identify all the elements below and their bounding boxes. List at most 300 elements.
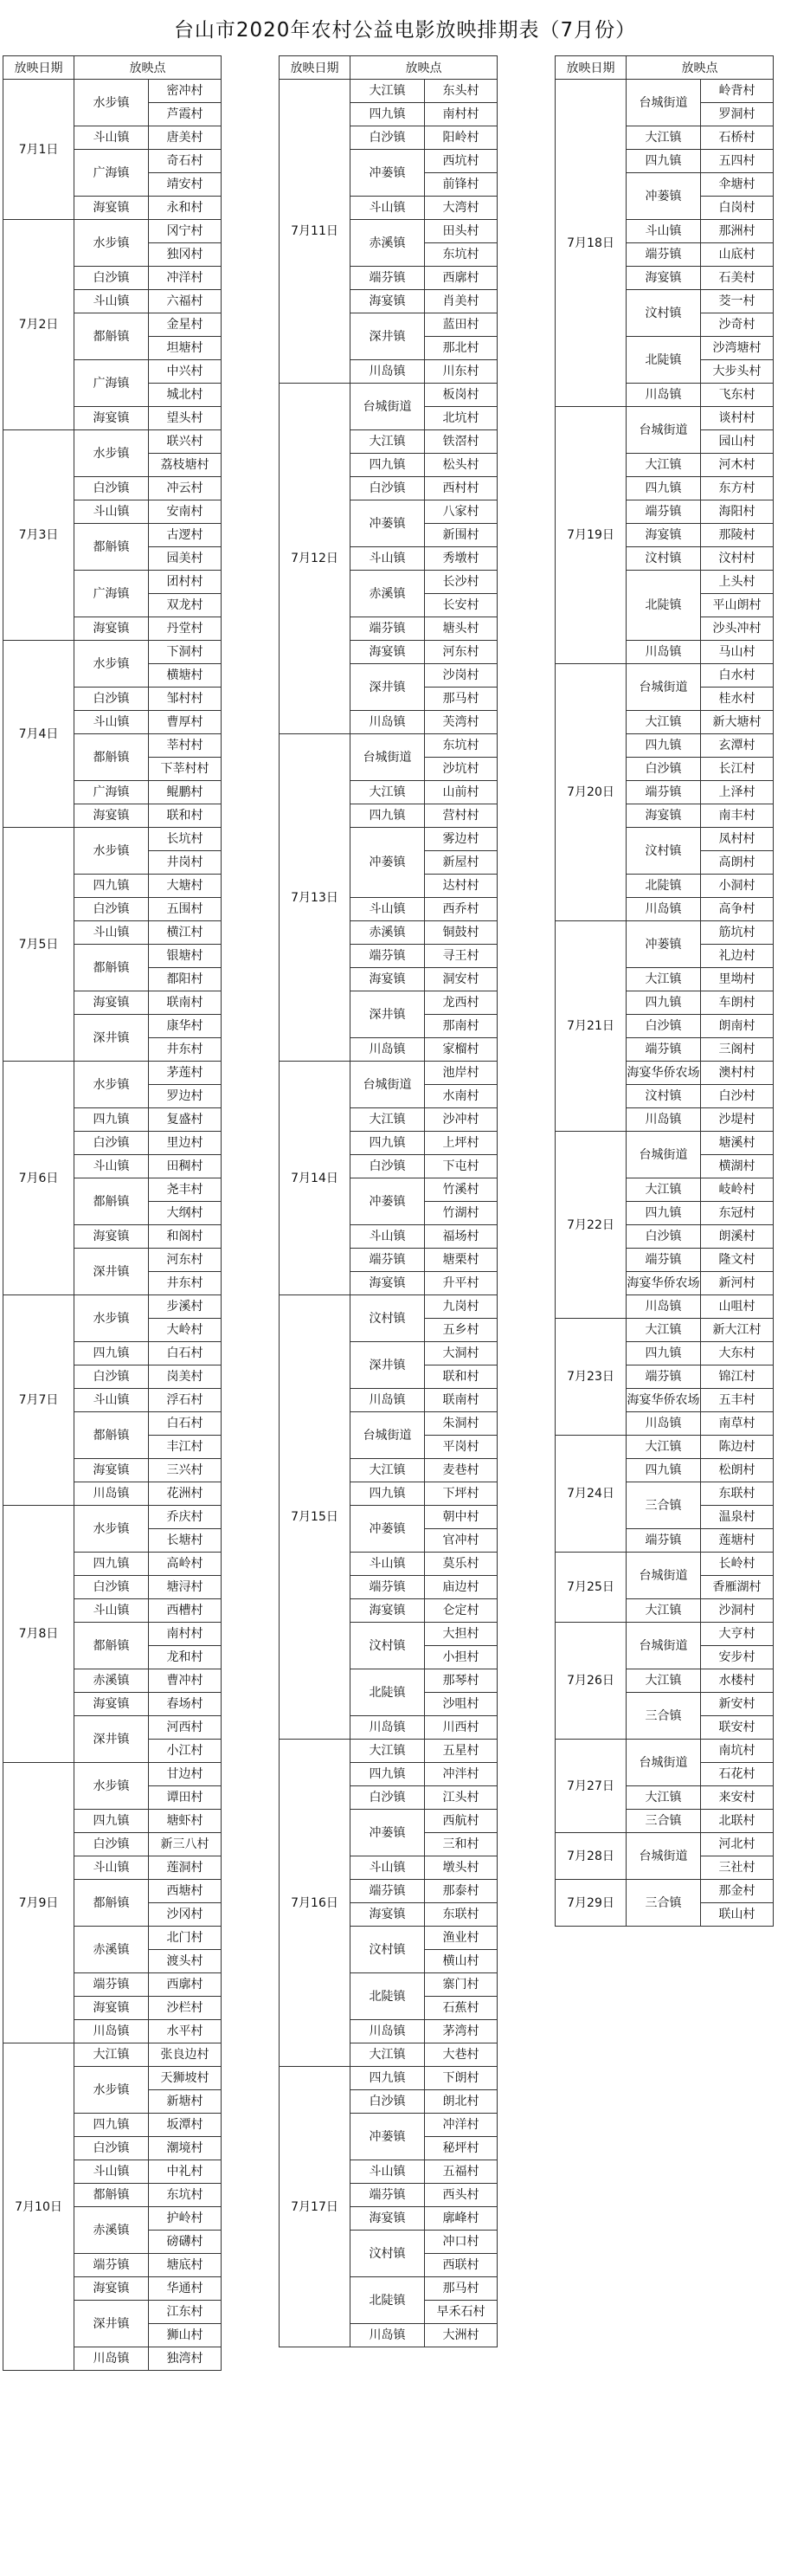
village-cell: 联南村	[149, 991, 222, 1015]
village-cell: 肖美村	[425, 290, 498, 313]
village-cell: 东冠村	[701, 1202, 774, 1225]
village-cell: 冲泮村	[425, 1763, 498, 1786]
village-cell: 茅湾村	[425, 2020, 498, 2043]
village-cell: 西塘村	[149, 1880, 222, 1903]
town-cell: 川岛镇	[350, 1389, 425, 1412]
village-cell: 坦塘村	[149, 337, 222, 360]
village-cell: 大亨村	[701, 1623, 774, 1646]
town-cell: 大江镇	[74, 2043, 149, 2067]
date-cell: 7月28日	[556, 1833, 627, 1880]
town-cell: 白沙镇	[74, 1365, 149, 1389]
village-cell: 八家村	[425, 500, 498, 524]
village-cell: 江头村	[425, 1786, 498, 1810]
village-cell: 新屋村	[425, 851, 498, 875]
village-cell: 东坑村	[425, 243, 498, 267]
village-cell: 廓峰村	[425, 2207, 498, 2231]
date-cell: 7月1日	[3, 80, 74, 220]
village-cell: 新大江村	[701, 1319, 774, 1342]
table-row	[556, 1132, 774, 1155]
town-cell: 斗山镇	[74, 290, 149, 313]
village-cell: 独湾村	[149, 2347, 222, 2371]
village-cell: 西头村	[425, 2184, 498, 2207]
village-cell: 护岭村	[149, 2207, 222, 2231]
village-cell: 那金村	[701, 1880, 774, 1903]
village-cell: 大洞村	[425, 1342, 498, 1365]
village-cell: 白石村	[149, 1342, 222, 1365]
village-cell: 沙栏村	[149, 1997, 222, 2020]
village-cell: 河西村	[149, 1716, 222, 1740]
village-cell: 城北村	[149, 384, 222, 407]
village-cell: 古逻村	[149, 524, 222, 547]
village-cell: 联兴村	[149, 430, 222, 454]
village-cell: 松头村	[425, 454, 498, 477]
header-date: 放映日期	[556, 56, 627, 80]
date-cell: 7月27日	[556, 1740, 627, 1833]
town-cell: 台城街道	[350, 1412, 425, 1459]
village-cell: 高岭村	[149, 1553, 222, 1576]
village-cell: 长塘村	[149, 1529, 222, 1553]
village-cell: 长江村	[701, 758, 774, 781]
table-row	[3, 2043, 222, 2067]
date-cell: 7月15日	[280, 1295, 350, 1740]
town-cell: 冲蒌镇	[627, 173, 701, 220]
village-cell: 汶村村	[701, 547, 774, 571]
village-cell: 安步村	[701, 1646, 774, 1669]
table-row	[3, 1763, 222, 1786]
town-cell: 四九镇	[627, 150, 701, 173]
town-cell: 大江镇	[627, 968, 701, 991]
village-cell: 竹湖村	[425, 1202, 498, 1225]
town-cell: 大江镇	[350, 1459, 425, 1482]
village-cell: 冈宁村	[149, 220, 222, 243]
village-cell: 大巷村	[425, 2043, 498, 2067]
village-cell: 冲云村	[149, 477, 222, 500]
town-cell: 大江镇	[350, 430, 425, 454]
village-cell: 中兴村	[149, 360, 222, 384]
village-cell: 东方村	[701, 477, 774, 500]
town-cell: 四九镇	[627, 1202, 701, 1225]
village-cell: 上泽村	[701, 781, 774, 804]
town-cell: 海宴镇	[350, 1903, 425, 1927]
header-place: 放映点	[350, 56, 498, 80]
village-cell: 铁滘村	[425, 430, 498, 454]
village-cell: 玄潭村	[701, 734, 774, 758]
village-cell: 横湖村	[701, 1155, 774, 1178]
village-cell: 新大塘村	[701, 711, 774, 734]
town-cell: 白沙镇	[74, 2137, 149, 2160]
town-cell: 冲蒌镇	[350, 1178, 425, 1225]
town-cell: 北陡镇	[350, 2277, 425, 2324]
village-cell: 澳村村	[701, 1062, 774, 1085]
village-cell: 礼边村	[701, 945, 774, 968]
town-cell: 斗山镇	[350, 898, 425, 921]
town-cell: 斗山镇	[74, 1155, 149, 1178]
village-cell: 莘村村	[149, 734, 222, 758]
village-cell: 塘底村	[149, 2254, 222, 2277]
town-cell: 都斛镇	[74, 734, 149, 781]
town-cell: 大江镇	[627, 454, 701, 477]
village-cell: 井岗村	[149, 851, 222, 875]
town-cell: 北陡镇	[627, 875, 701, 898]
town-cell: 斗山镇	[74, 500, 149, 524]
village-cell: 上坪村	[425, 1132, 498, 1155]
town-cell: 海宴华侨农场	[627, 1062, 701, 1085]
village-cell: 那南村	[425, 1015, 498, 1038]
village-cell: 达村村	[425, 875, 498, 898]
town-cell: 冲蒌镇	[350, 2114, 425, 2160]
village-cell: 甘边村	[149, 1763, 222, 1786]
town-cell: 冲蒌镇	[350, 150, 425, 197]
village-cell: 东头村	[425, 80, 498, 103]
village-cell: 北联村	[701, 1810, 774, 1833]
village-cell: 天狮坡村	[149, 2067, 222, 2090]
town-cell: 斗山镇	[627, 220, 701, 243]
schedule-table	[279, 55, 498, 2347]
town-cell: 斗山镇	[350, 197, 425, 220]
town-cell: 都斛镇	[74, 2184, 149, 2207]
table-row	[556, 664, 774, 688]
village-cell: 大东村	[701, 1342, 774, 1365]
town-cell: 端芬镇	[74, 2254, 149, 2277]
town-cell: 广海镇	[74, 150, 149, 197]
town-cell: 端芬镇	[627, 1249, 701, 1272]
village-cell: 白沙村	[701, 1085, 774, 1108]
table-row	[556, 1740, 774, 1763]
town-cell: 斗山镇	[74, 921, 149, 945]
town-cell: 台城街道	[627, 1553, 701, 1599]
village-cell: 步溪村	[149, 1295, 222, 1319]
town-cell: 台城街道	[627, 1833, 701, 1880]
town-cell: 台城街道	[627, 1740, 701, 1786]
header-date: 放映日期	[3, 56, 74, 80]
town-cell: 大江镇	[627, 1669, 701, 1693]
table-row	[3, 1295, 222, 1319]
town-cell: 海宴镇	[74, 617, 149, 641]
date-cell: 7月17日	[280, 2067, 350, 2347]
village-cell: 河北村	[701, 1833, 774, 1856]
town-cell: 端芬镇	[627, 243, 701, 267]
table-row	[280, 80, 498, 103]
village-cell: 联安村	[701, 1716, 774, 1740]
town-cell: 四九镇	[350, 2067, 425, 2090]
village-cell: 早禾石村	[425, 2301, 498, 2324]
town-cell: 大江镇	[350, 1108, 425, 1132]
village-cell: 南村村	[149, 1623, 222, 1646]
village-cell: 塘栗村	[425, 1249, 498, 1272]
date-cell: 7月10日	[3, 2043, 74, 2371]
town-cell: 川岛镇	[74, 2020, 149, 2043]
village-cell: 石桥村	[701, 126, 774, 150]
village-cell: 芙湾村	[425, 711, 498, 734]
table-row	[3, 1506, 222, 1529]
village-cell: 井东村	[149, 1038, 222, 1062]
town-cell: 深井镇	[74, 1716, 149, 1763]
town-cell: 都斛镇	[74, 1623, 149, 1669]
village-cell: 塘头村	[425, 617, 498, 641]
table-row	[3, 80, 222, 103]
town-cell: 四九镇	[350, 1763, 425, 1786]
town-cell: 川岛镇	[627, 898, 701, 921]
village-cell: 北门村	[149, 1927, 222, 1950]
village-cell: 飞东村	[701, 384, 774, 407]
town-cell: 冲蒌镇	[627, 921, 701, 968]
village-cell: 仑定村	[425, 1599, 498, 1623]
town-cell: 北陡镇	[627, 337, 701, 384]
town-cell: 端芬镇	[627, 500, 701, 524]
town-cell: 四九镇	[350, 454, 425, 477]
table-row	[280, 1740, 498, 1763]
town-cell: 白沙镇	[350, 1155, 425, 1178]
town-cell: 北陡镇	[350, 1669, 425, 1716]
town-cell: 大江镇	[627, 711, 701, 734]
village-cell: 墩头村	[425, 1856, 498, 1880]
town-cell: 川岛镇	[350, 360, 425, 384]
village-cell: 大洲村	[425, 2324, 498, 2347]
town-cell: 三合镇	[627, 1693, 701, 1740]
table-row	[556, 1553, 774, 1576]
village-cell: 官冲村	[425, 1529, 498, 1553]
village-cell: 南村村	[425, 103, 498, 126]
village-cell: 南丰村	[701, 804, 774, 828]
town-cell: 白沙镇	[627, 1015, 701, 1038]
town-cell: 端芬镇	[627, 1038, 701, 1062]
village-cell: 朱洞村	[425, 1412, 498, 1436]
table-row	[556, 407, 774, 430]
town-cell: 斗山镇	[74, 1856, 149, 1880]
town-cell: 都斛镇	[74, 1880, 149, 1927]
town-cell: 端芬镇	[350, 2184, 425, 2207]
table-row	[3, 1062, 222, 1085]
header-place: 放映点	[627, 56, 774, 80]
village-cell: 营村村	[425, 804, 498, 828]
village-cell: 河木村	[701, 454, 774, 477]
village-cell: 三阁村	[701, 1038, 774, 1062]
town-cell: 赤溪镇	[74, 2207, 149, 2254]
village-cell: 那泰村	[425, 1880, 498, 1903]
village-cell: 罗边村	[149, 1085, 222, 1108]
village-cell: 横江村	[149, 921, 222, 945]
town-cell: 大江镇	[627, 126, 701, 150]
schedule-table	[3, 55, 222, 2371]
date-cell: 7月9日	[3, 1763, 74, 2043]
village-cell: 东联村	[425, 1903, 498, 1927]
table-row	[3, 220, 222, 243]
village-cell: 朗北村	[425, 2090, 498, 2114]
village-cell: 小江村	[149, 1740, 222, 1763]
village-cell: 长坑村	[149, 828, 222, 851]
town-cell: 川岛镇	[350, 1038, 425, 1062]
town-cell: 水步镇	[74, 1506, 149, 1553]
date-cell: 7月29日	[556, 1880, 627, 1927]
village-cell: 邹村村	[149, 688, 222, 711]
town-cell: 白沙镇	[74, 477, 149, 500]
town-cell: 深井镇	[350, 664, 425, 711]
village-cell: 莲塘村	[701, 1529, 774, 1553]
village-cell: 雾边村	[425, 828, 498, 851]
village-cell: 奇石村	[149, 150, 222, 173]
town-cell: 端芬镇	[350, 1880, 425, 1903]
village-cell: 阳岭村	[425, 126, 498, 150]
village-cell: 新三八村	[149, 1833, 222, 1856]
village-cell: 来安村	[701, 1786, 774, 1810]
town-cell: 白沙镇	[74, 688, 149, 711]
village-cell: 五福村	[425, 2160, 498, 2184]
date-cell: 7月5日	[3, 828, 74, 1062]
village-cell: 大岭村	[149, 1319, 222, 1342]
village-cell: 东坑村	[149, 2184, 222, 2207]
town-cell: 白沙镇	[627, 758, 701, 781]
village-cell: 九岗村	[425, 1295, 498, 1319]
town-cell: 汶村镇	[350, 1623, 425, 1669]
date-cell: 7月2日	[3, 220, 74, 430]
town-cell: 海宴镇	[627, 804, 701, 828]
town-cell: 深井镇	[74, 1015, 149, 1062]
village-cell: 都阳村	[149, 968, 222, 991]
village-cell: 那琴村	[425, 1669, 498, 1693]
date-cell: 7月20日	[556, 664, 627, 921]
town-cell: 深井镇	[350, 313, 425, 360]
village-cell: 大纲村	[149, 1202, 222, 1225]
town-cell: 白沙镇	[350, 1786, 425, 1810]
town-cell: 海宴镇	[627, 524, 701, 547]
village-cell: 乔庆村	[149, 1506, 222, 1529]
town-cell: 三合镇	[627, 1880, 701, 1927]
village-cell: 永和村	[149, 197, 222, 220]
village-cell: 沙咀村	[425, 1693, 498, 1716]
village-cell: 凤村村	[701, 828, 774, 851]
village-cell: 河东村	[425, 641, 498, 664]
village-cell: 华通村	[149, 2277, 222, 2301]
town-cell: 斗山镇	[74, 1389, 149, 1412]
village-cell: 筋坑村	[701, 921, 774, 945]
town-cell: 川岛镇	[627, 384, 701, 407]
header-place: 放映点	[74, 56, 222, 80]
village-cell: 海阳村	[701, 500, 774, 524]
village-cell: 狮山村	[149, 2324, 222, 2347]
village-cell: 西村村	[425, 477, 498, 500]
town-cell: 斗山镇	[350, 1553, 425, 1576]
town-cell: 冲蒌镇	[350, 1506, 425, 1553]
town-cell: 大江镇	[627, 1599, 701, 1623]
village-cell: 西乔村	[425, 898, 498, 921]
village-cell: 板岗村	[425, 384, 498, 407]
village-cell: 石美村	[701, 267, 774, 290]
village-cell: 曹冲村	[149, 1669, 222, 1693]
village-cell: 花洲村	[149, 1482, 222, 1506]
town-cell: 广海镇	[74, 571, 149, 617]
village-cell: 独冈村	[149, 243, 222, 267]
date-cell: 7月12日	[280, 384, 350, 734]
town-cell: 冲蒌镇	[350, 828, 425, 898]
date-cell: 7月4日	[3, 641, 74, 828]
town-cell: 端芬镇	[627, 1365, 701, 1389]
town-cell: 台城街道	[627, 407, 701, 454]
village-cell: 双龙村	[149, 594, 222, 617]
town-cell: 斗山镇	[74, 711, 149, 734]
town-cell: 海宴镇	[74, 1225, 149, 1249]
village-cell: 下朗村	[425, 2067, 498, 2090]
town-cell: 川岛镇	[350, 2020, 425, 2043]
date-cell: 7月18日	[556, 80, 627, 407]
village-cell: 田稠村	[149, 1155, 222, 1178]
village-cell: 沙洞村	[701, 1599, 774, 1623]
town-cell: 四九镇	[74, 1108, 149, 1132]
town-cell: 斗山镇	[350, 1225, 425, 1249]
village-cell: 那陵村	[701, 524, 774, 547]
town-cell: 水步镇	[74, 2067, 149, 2114]
town-cell: 大江镇	[350, 1740, 425, 1763]
town-cell: 川岛镇	[350, 711, 425, 734]
village-cell: 靖安村	[149, 173, 222, 197]
town-cell: 川岛镇	[627, 1295, 701, 1319]
village-cell: 西廓村	[149, 1973, 222, 1997]
town-cell: 都斛镇	[74, 524, 149, 571]
village-cell: 塘浔村	[149, 1576, 222, 1599]
town-cell: 海宴镇	[74, 1997, 149, 2020]
village-cell: 白石村	[149, 1412, 222, 1436]
table-row	[280, 734, 498, 758]
town-cell: 都斛镇	[74, 1412, 149, 1459]
town-cell: 都斛镇	[74, 1178, 149, 1225]
town-cell: 冲蒌镇	[350, 1810, 425, 1856]
town-cell: 赤溪镇	[350, 220, 425, 267]
village-cell: 荔枝塘村	[149, 454, 222, 477]
village-cell: 温泉村	[701, 1506, 774, 1529]
village-cell: 隆文村	[701, 1249, 774, 1272]
village-cell: 五星村	[425, 1740, 498, 1763]
village-cell: 铜鼓村	[425, 921, 498, 945]
village-cell: 三兴村	[149, 1459, 222, 1482]
village-cell: 山底村	[701, 243, 774, 267]
town-cell: 川岛镇	[74, 1482, 149, 1506]
village-cell: 沙奇村	[701, 313, 774, 337]
table-row	[280, 1062, 498, 1085]
village-cell: 五丰村	[701, 1389, 774, 1412]
date-cell: 7月14日	[280, 1062, 350, 1295]
village-cell: 福场村	[425, 1225, 498, 1249]
town-cell: 汶村镇	[627, 547, 701, 571]
village-cell: 水平村	[149, 2020, 222, 2043]
village-cell: 金星村	[149, 313, 222, 337]
village-cell: 大步头村	[701, 360, 774, 384]
town-cell: 汶村镇	[350, 2231, 425, 2277]
town-cell: 斗山镇	[74, 1599, 149, 1623]
village-cell: 平岗村	[425, 1436, 498, 1459]
village-cell: 春场村	[149, 1693, 222, 1716]
header-date: 放映日期	[280, 56, 350, 80]
village-cell: 白岗村	[701, 197, 774, 220]
village-cell: 南坑村	[701, 1740, 774, 1763]
table-row	[280, 384, 498, 407]
village-cell: 下洞村	[149, 641, 222, 664]
town-cell: 水步镇	[74, 220, 149, 267]
schedule-table	[555, 55, 774, 1927]
town-cell: 川岛镇	[627, 1108, 701, 1132]
date-cell: 7月19日	[556, 407, 627, 664]
village-cell: 朗溪村	[701, 1225, 774, 1249]
town-cell: 大江镇	[627, 1178, 701, 1202]
town-cell: 端芬镇	[627, 781, 701, 804]
town-cell: 白沙镇	[74, 1132, 149, 1155]
town-cell: 端芬镇	[350, 267, 425, 290]
village-cell: 新河村	[701, 1272, 774, 1295]
village-cell: 联山村	[701, 1903, 774, 1927]
village-cell: 里坳村	[701, 968, 774, 991]
village-cell: 山前村	[425, 781, 498, 804]
town-cell: 四九镇	[74, 875, 149, 898]
date-cell: 7月26日	[556, 1623, 627, 1740]
date-cell: 7月11日	[280, 80, 350, 384]
